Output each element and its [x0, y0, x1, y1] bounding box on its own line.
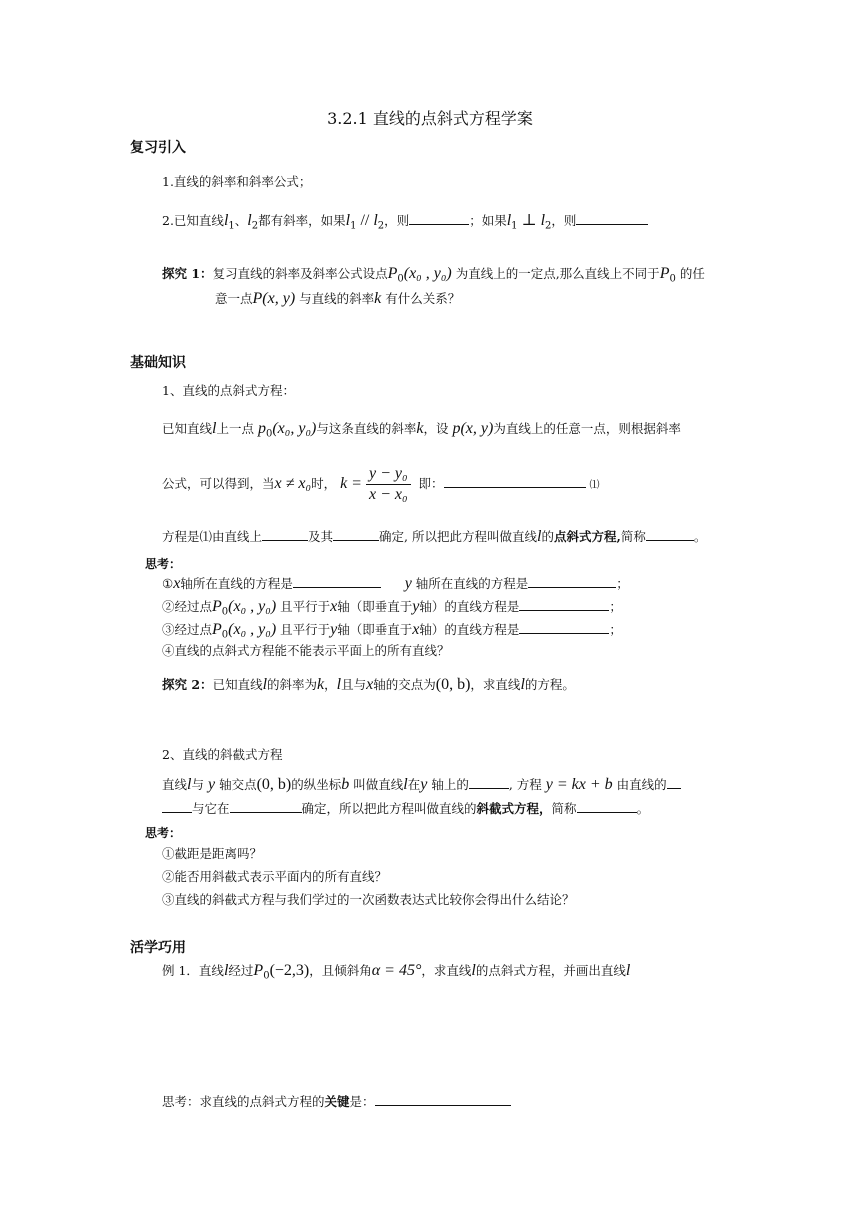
point-slope-line-2: 公式，可以得到，当x ≠ x₀时， k = $\frac{\text{y − y₀}}{\text{x − x₀}}$ 即： ⑴ — [162, 465, 600, 503]
section-heading-review: 复习引入 — [130, 140, 186, 156]
subsection-point-slope: 1、直线的点斜式方程： — [162, 383, 295, 398]
section-heading-basic: 基础知识 — [130, 355, 186, 371]
example-1: 例 1．直线l经过$P_0(-2,3)$，且倾斜角α = 45°，求直线l的点斜式方程，并画出直线l — [162, 962, 631, 982]
answer-blank[interactable] — [667, 776, 681, 789]
answer-blank[interactable] — [333, 528, 379, 541]
explore-1-line-1: 探究 1：复习直线的斜率及斜率公式设点$P_0(x_0$ , y₀) 为直线上的一定点,那么直线上不同于$P_0$ 的任 — [162, 265, 705, 285]
answer-blank[interactable] — [375, 1093, 511, 1106]
think-2-item-3: ③直线的斜截式方程与我们学过的一次函数表达式比较你会得出什么结论？ — [162, 892, 575, 907]
section-heading-apply: 活学巧用 — [130, 940, 186, 956]
answer-blank[interactable] — [469, 776, 509, 789]
think-1-item-3: ③经过点$P_0(x_0$ , y₀) 且平行于y轴（即垂直于x轴）的直线方程是 ； — [162, 621, 622, 641]
answer-blank[interactable] — [519, 598, 609, 611]
answer-blank[interactable] — [262, 528, 308, 541]
think-1-item-1: ①x轴所在直线的方程是 y 轴所在直线的方程是 ； — [162, 575, 629, 592]
think-label-2: 思考： — [145, 826, 182, 840]
answer-blank[interactable] — [409, 212, 469, 225]
answer-blank[interactable] — [577, 800, 637, 813]
slope-intercept-line-2: 与它在 确定，所以把此方程叫做直线的斜截式方程，简称 。 — [162, 800, 649, 818]
think-2-item-1: ①截距是距离吗？ — [162, 846, 263, 861]
document-title: 3.2.1 直线的点斜式方程学案 — [327, 109, 533, 128]
subsection-slope-intercept: 2、直线的斜截式方程 — [162, 747, 283, 762]
review-question-2: 2.已知直线$l_1$、$l_2$都有斜率，如果$l_1 // l_2$，则 ；如果$l_1$ ⊥ $l_2$，则 — [162, 212, 648, 236]
apply-think: 思考：求直线的点斜式方程的关键是： — [162, 1093, 511, 1111]
review-question-1: 1.直线的斜率和斜率公式； — [162, 174, 312, 189]
answer-blank[interactable] — [293, 575, 381, 588]
slope-intercept-line-1: 直线l与 y 轴交点(0, b)的纵坐标b 叫做直线l在y 轴上的 , 方程 y = kx + b 由直线的 — [162, 776, 681, 794]
answer-blank[interactable] — [230, 800, 302, 813]
answer-blank[interactable] — [162, 800, 192, 813]
explore-2: 探究 2：已知直线l的斜率为k，l且与x轴的交点为(0, b)，求直线l的方程。 — [162, 676, 575, 693]
answer-blank[interactable] — [576, 212, 648, 225]
answer-blank[interactable] — [646, 528, 694, 541]
think-1-item-2: ②经过点$P_0(x_0$ , y₀) 且平行于x轴（即垂直于y轴）的直线方程是 ； — [162, 598, 622, 618]
answer-blank[interactable] — [528, 575, 616, 588]
answer-blank[interactable] — [519, 621, 609, 634]
point-slope-line-1: 已知直线l上一点 $p_0(x_0$, y₀)与这条直线的斜率k，设 p(x, y)为直线上的任意一点，则根据斜率 — [162, 420, 681, 440]
think-1-item-4: ④直线的点斜式方程能不能表示平面上的所有直线？ — [162, 643, 450, 658]
slope-fraction: $\frac{\text{y − y₀}}{\text{x − x₀}}$ — [366, 464, 411, 505]
think-2-item-2: ②能否用斜截式表示平面内的所有直线？ — [162, 869, 388, 884]
point-slope-definition: 方程是⑴由直线上 及其 确定, 所以把此方程叫做直线l的点斜式方程,简称 。 — [162, 528, 707, 545]
answer-blank[interactable] — [444, 475, 586, 488]
explore-1-line-2: 意一点P(x, y) 与直线的斜率k 有什么关系？ — [215, 290, 461, 307]
think-label-1: 思考： — [145, 557, 182, 571]
